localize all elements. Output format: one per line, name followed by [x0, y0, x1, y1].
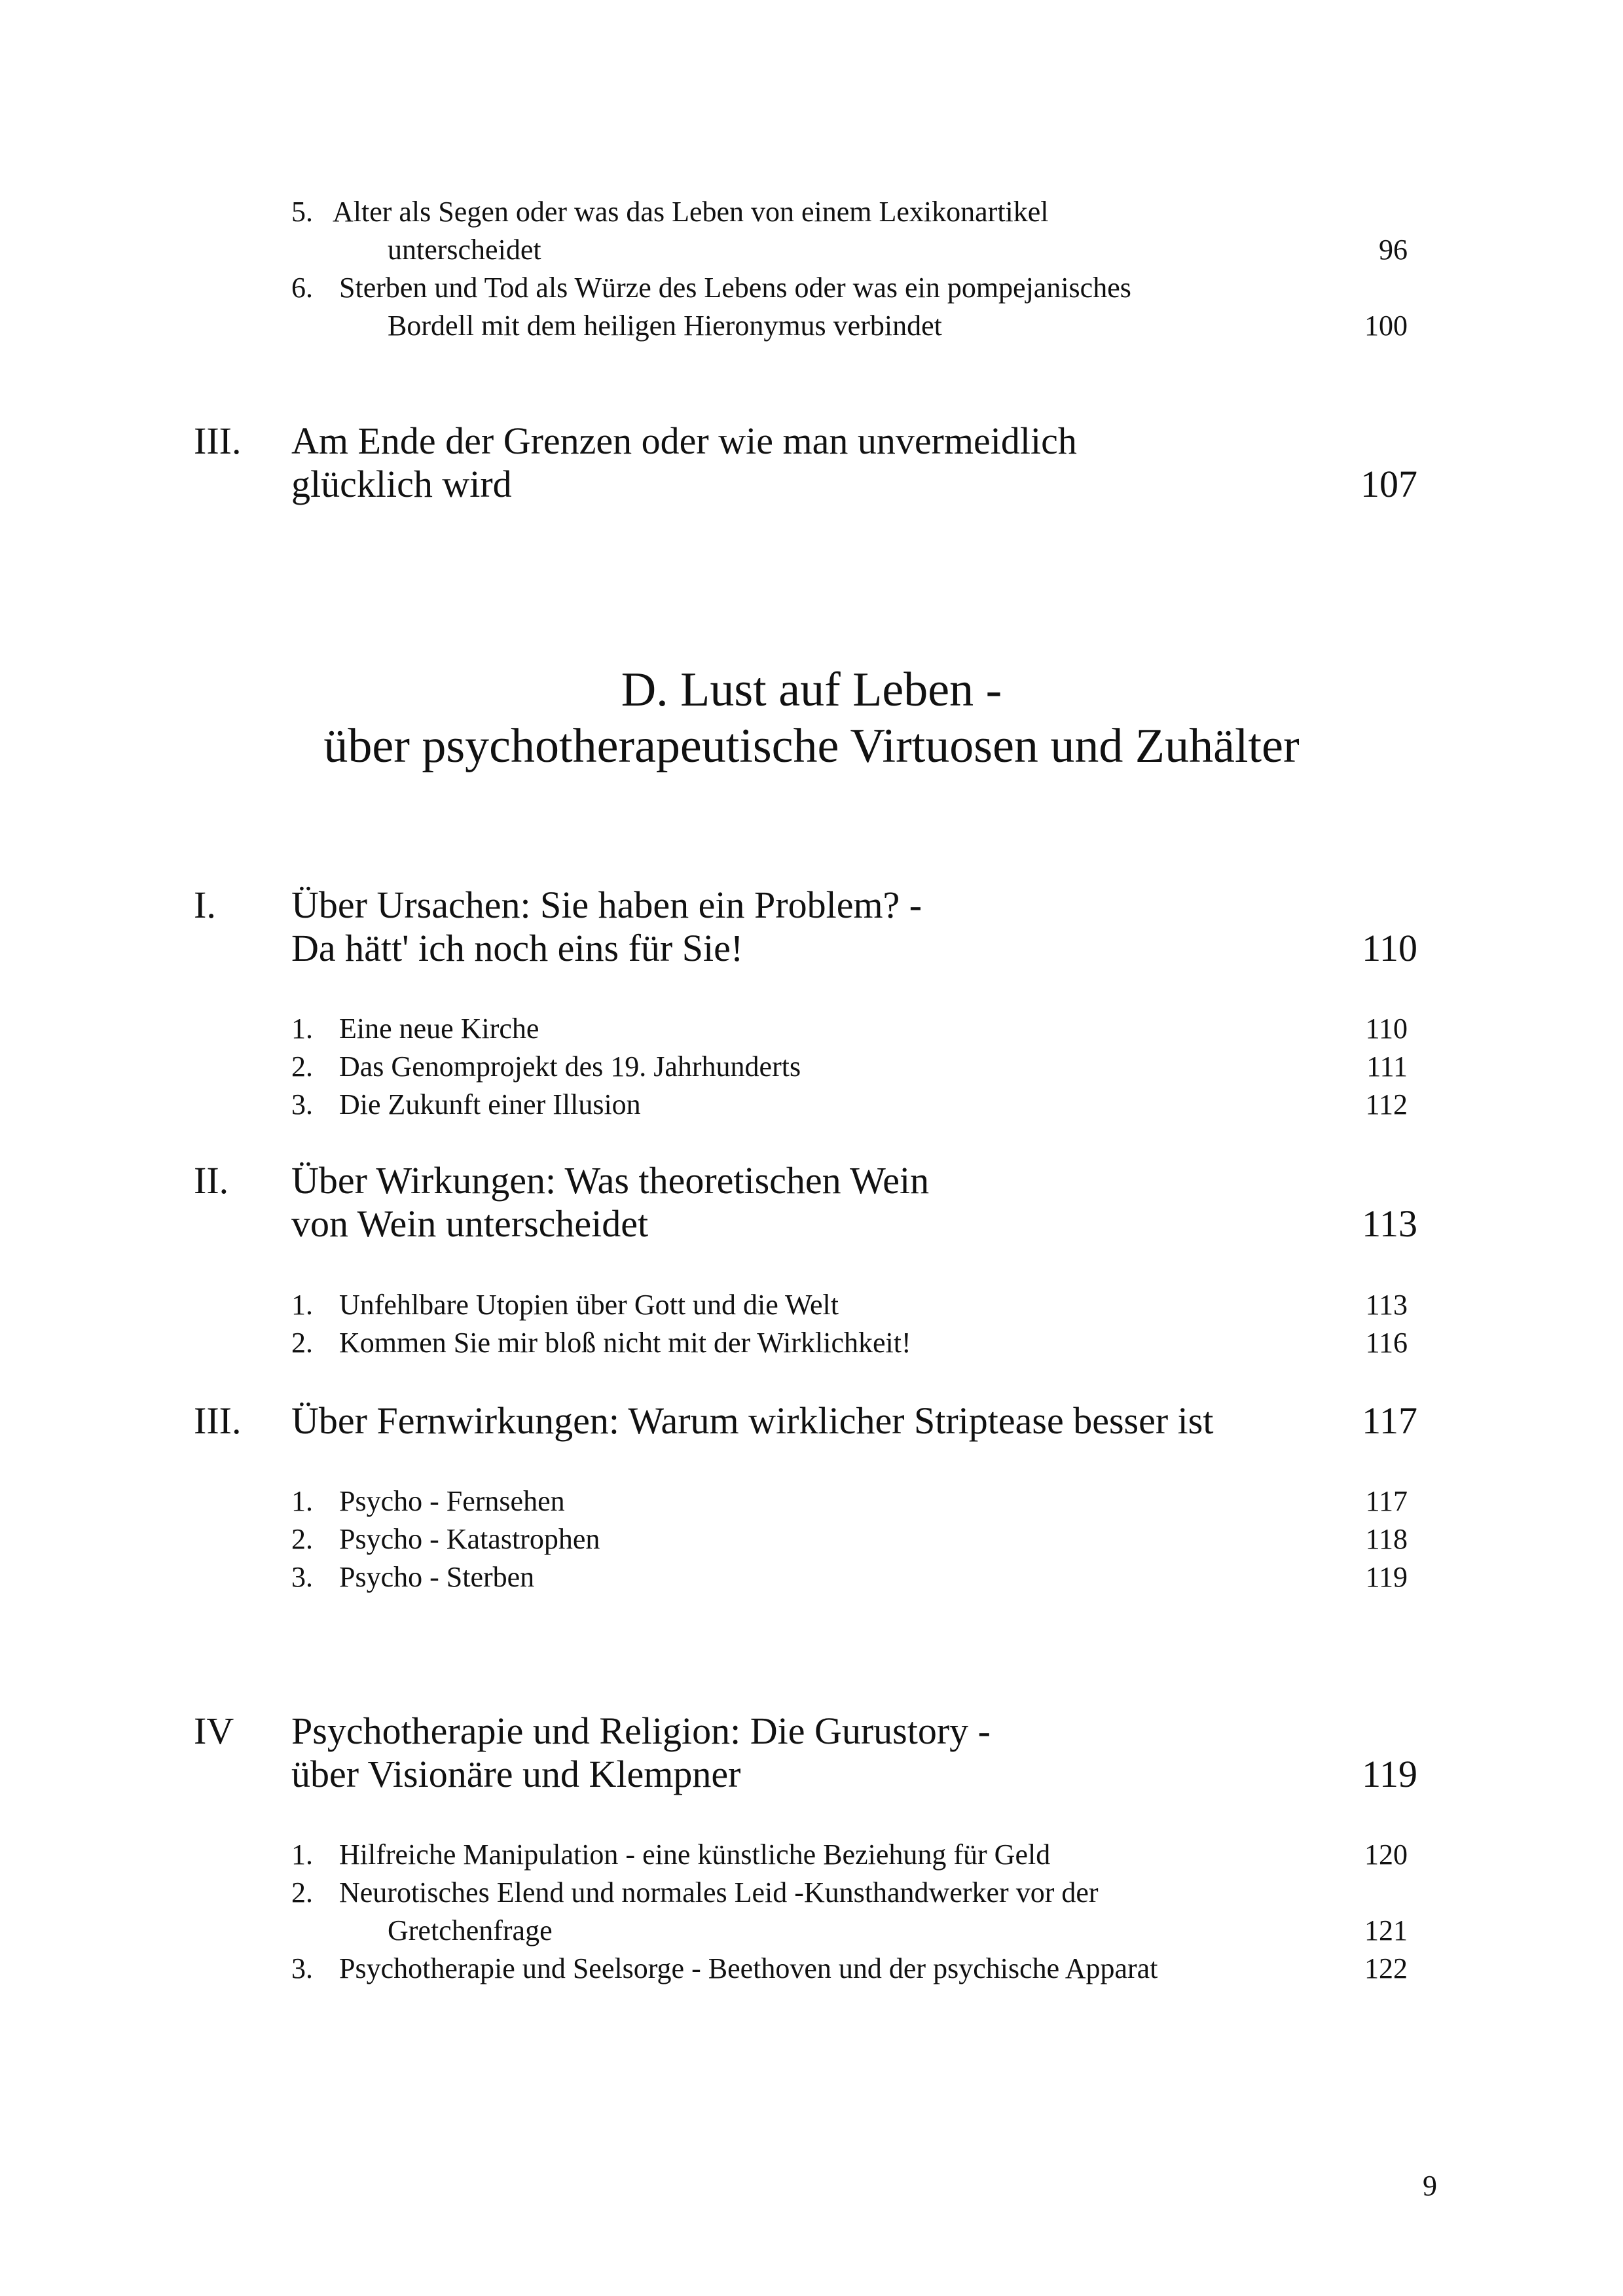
entry-page: 119 — [1365, 1561, 1408, 1593]
entry-number: 3. — [291, 1952, 313, 1984]
section-title-line2: über Visionäre und Klempner — [291, 1753, 741, 1795]
section-title-line1: Psychotherapie und Religion: Die Gurustory - — [291, 1710, 991, 1752]
section-title-line1: Über Wirkungen: Was theoretischen Wein — [291, 1159, 930, 1202]
entry-title: Psycho - Sterben — [339, 1561, 535, 1593]
entry-page: 116 — [1365, 1327, 1408, 1359]
entry-title: Hilfreiche Manipulation - eine künstliche Beziehung für Geld — [339, 1839, 1051, 1871]
entry-page: 117 — [1365, 1485, 1408, 1517]
entry-number: 2. — [291, 1876, 313, 1909]
entry-title: Das Genomprojekt des 19. Jahrhunderts — [339, 1050, 801, 1083]
entry-title-line1: Alter als Segen oder was das Leben von einem Lexikonartikel — [333, 196, 1049, 228]
entry-title: Psycho - Katastrophen — [339, 1523, 600, 1555]
entry-number: 1. — [291, 1839, 313, 1871]
entry-number: 3. — [291, 1088, 313, 1121]
section-roman: IV — [194, 1710, 234, 1752]
entry-title: Psychotherapie und Seelsorge - Beethoven und der psychische Apparat — [339, 1952, 1158, 1984]
section-title-line1: Am Ende der Grenzen oder wie man unvermeidlich — [291, 420, 1077, 462]
entry-title-line1: Neurotisches Elend und normales Leid -Kunsthandwerker vor der — [339, 1876, 1099, 1909]
entry-title-line2: Gretchenfrage — [388, 1914, 553, 1946]
section-page: 119 — [1362, 1753, 1417, 1795]
entry-title-line2: Bordell mit dem heiligen Hieronymus verbindet — [388, 310, 942, 342]
section-title-line2: glücklich wird — [291, 463, 512, 505]
section-roman: II. — [194, 1159, 229, 1202]
entry-number: 2. — [291, 1050, 313, 1083]
page-number: 9 — [1423, 2170, 1437, 2202]
entry-number: 1. — [291, 1485, 313, 1517]
section-page: 110 — [1362, 927, 1417, 969]
entry-title: Psycho - Fernsehen — [339, 1485, 565, 1517]
entry-page: 110 — [1365, 1013, 1408, 1045]
part-d-subtitle: über psychotherapeutische Virtuosen und Zuhälter — [323, 719, 1300, 773]
entry-title-line2: unterscheidet — [388, 234, 541, 266]
section-roman: III. — [194, 420, 242, 462]
entry-number: 5. — [291, 196, 313, 228]
part-d-title: D. Lust auf Leben - — [621, 663, 1002, 717]
entry-number: 1. — [291, 1289, 313, 1321]
entry-number: 2. — [291, 1327, 313, 1359]
entry-title: Kommen Sie mir bloß nicht mit der Wirklichkeit! — [339, 1327, 911, 1359]
entry-page: 112 — [1365, 1088, 1408, 1121]
entry-page: 122 — [1364, 1952, 1408, 1984]
entry-page: 121 — [1364, 1914, 1408, 1946]
entry-page: 100 — [1364, 310, 1408, 342]
entry-number: 6. — [291, 272, 313, 304]
entry-page: 120 — [1364, 1839, 1408, 1871]
entry-title: Eine neue Kirche — [339, 1013, 539, 1045]
entry-title-line1: Sterben und Tod als Würze des Lebens oder was ein pompejanisches — [339, 272, 1131, 304]
entry-page: 118 — [1365, 1523, 1408, 1555]
entry-title: Die Zukunft einer Illusion — [339, 1088, 641, 1121]
entry-number: 2. — [291, 1523, 313, 1555]
entry-number: 3. — [291, 1561, 313, 1593]
section-title-line2: Da hätt' ich noch eins für Sie! — [291, 927, 744, 969]
section-page: 107 — [1360, 463, 1417, 505]
section-page: 117 — [1362, 1399, 1417, 1442]
entry-page: 113 — [1365, 1289, 1408, 1321]
section-title-line2: von Wein unterscheidet — [291, 1202, 649, 1245]
section-roman: I. — [194, 884, 216, 926]
section-title-line1: Über Ursachen: Sie haben ein Problem? - — [291, 884, 922, 926]
entry-title: Unfehlbare Utopien über Gott und die Welt — [339, 1289, 839, 1321]
entry-page: 96 — [1379, 234, 1408, 266]
section-title-line1: Über Fernwirkungen: Warum wirklicher Striptease besser ist — [291, 1399, 1214, 1442]
section-roman: III. — [194, 1399, 242, 1442]
entry-page: 111 — [1366, 1050, 1408, 1083]
entry-number: 1. — [291, 1013, 313, 1045]
section-page: 113 — [1362, 1202, 1417, 1245]
